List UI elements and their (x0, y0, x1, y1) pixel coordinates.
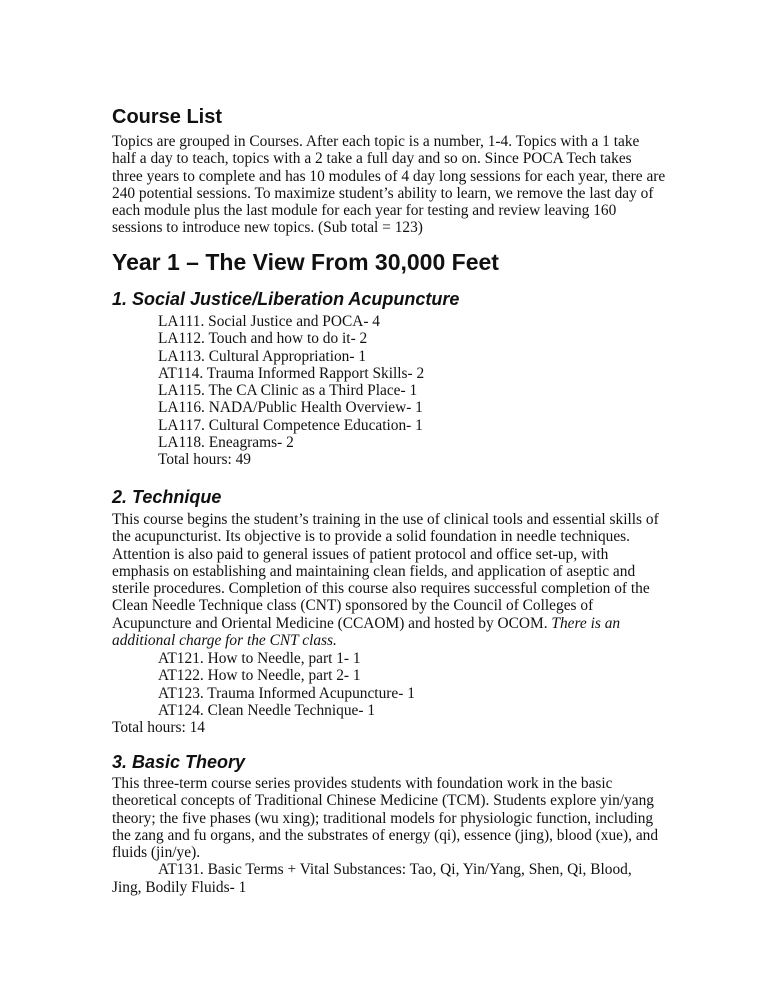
list-item-continuation: Jing, Bodily Fluids- 1 (112, 878, 247, 896)
section-heading: 1. Social Justice/Liberation Acupuncture (112, 289, 460, 309)
list-item: LA111. Social Justice and POCA- 4 (158, 313, 380, 330)
text-line: This course begins the student’s training in the use of clinical tools and essential skills of (112, 511, 659, 528)
list-item: AT122. How to Needle, part 2- 1 (158, 667, 361, 685)
page-title: Course List (112, 106, 223, 128)
topic-list (112, 650, 415, 719)
text-line: This three-term course series provides students with foundation work in the basic (112, 775, 613, 792)
topic-list (112, 313, 424, 469)
text-line: the acupuncturist. Its objective is to provide a solid foundation in needle techniques. (112, 528, 631, 546)
text-line: fluids (jin/ye). (112, 844, 201, 862)
list-item: LA116. NADA/Public Health Overview- 1 (158, 399, 423, 417)
text-line: Clean Needle Technique class (CNT) sponsored by the Council of Colleges of (112, 597, 594, 615)
list-item: AT121. How to Needle, part 1- 1 (158, 650, 361, 667)
text-segment: Acupuncture and Oriental Medicine (CCAOM) and hosted by OCOM. (112, 614, 552, 632)
intro-paragraph (112, 133, 665, 237)
list-item: AT123. Trauma Informed Acupuncture- 1 (158, 684, 415, 702)
list-item: LA117. Cultural Competence Education- 1 (158, 416, 423, 434)
text-line: each module plus the last module for each year for testing and review leaving 160 (112, 202, 617, 220)
list-item: LA113. Cultural Appropriation- 1 (158, 347, 367, 365)
section-heading: 3. Basic Theory (112, 752, 246, 772)
text-line: emphasis on establishing and maintaining clean fields, and application of aseptic and (112, 562, 636, 580)
total-hours: Total hours: 14 (112, 719, 205, 736)
italic-note: There is an (551, 614, 621, 632)
text-line: Attention is also paid to general issues of patient protocol and office set-up, with (112, 545, 609, 563)
section-heading: 2. Technique (112, 487, 222, 507)
text-line: half a day to teach, topics with a 2 take a full day and so on. Since POCA Tech takes (112, 150, 632, 168)
section-description (112, 511, 659, 649)
section-description (112, 775, 658, 896)
list-item: AT114. Trauma Informed Rapport Skills- 2 (158, 364, 425, 382)
text-line: sessions to introduce new topics. (Sub total = 123) (112, 219, 423, 237)
text-line: the zang and fu organs, and the substrates of energy (qi), essence (jing), blood (xue), and (112, 826, 659, 844)
text-line (112, 615, 659, 632)
text-line: 240 potential sessions. To maximize student’s ability to learn, we remove the last day of (112, 184, 654, 202)
year-heading: Year 1 – The View From 30,000 Feet (112, 249, 499, 275)
text-line: theory; the five phases (wu xing); traditional models for physiologic function, including (112, 809, 654, 827)
list-item: LA115. The CA Clinic as a Third Place- 1 (158, 382, 418, 400)
italic-note: additional charge for the CNT class. (112, 632, 337, 650)
list-item: LA118. Eneagrams- 2 (158, 434, 294, 452)
list-item: AT131. Basic Terms + Vital Substances: Tao, Qi, Yin/Yang, Shen, Qi, Blood, (158, 861, 632, 879)
text-line: three years to complete and has 10 modules of 4 day long sessions for each year, there are (112, 167, 666, 185)
list-item: LA112. Touch and how to do it- 2 (158, 330, 368, 348)
list-item: AT124. Clean Needle Technique- 1 (158, 701, 376, 719)
text-line: sterile procedures. Completion of this course also requires successful completion of the (112, 580, 650, 598)
total-hours: Total hours: 49 (158, 451, 251, 469)
text-line: Topics are grouped in Courses. After each topic is a number, 1-4. Topics with a 1 take (112, 133, 640, 150)
text-line: theoretical concepts of Traditional Chinese Medicine (TCM). Students explore yin/yang (112, 792, 654, 810)
